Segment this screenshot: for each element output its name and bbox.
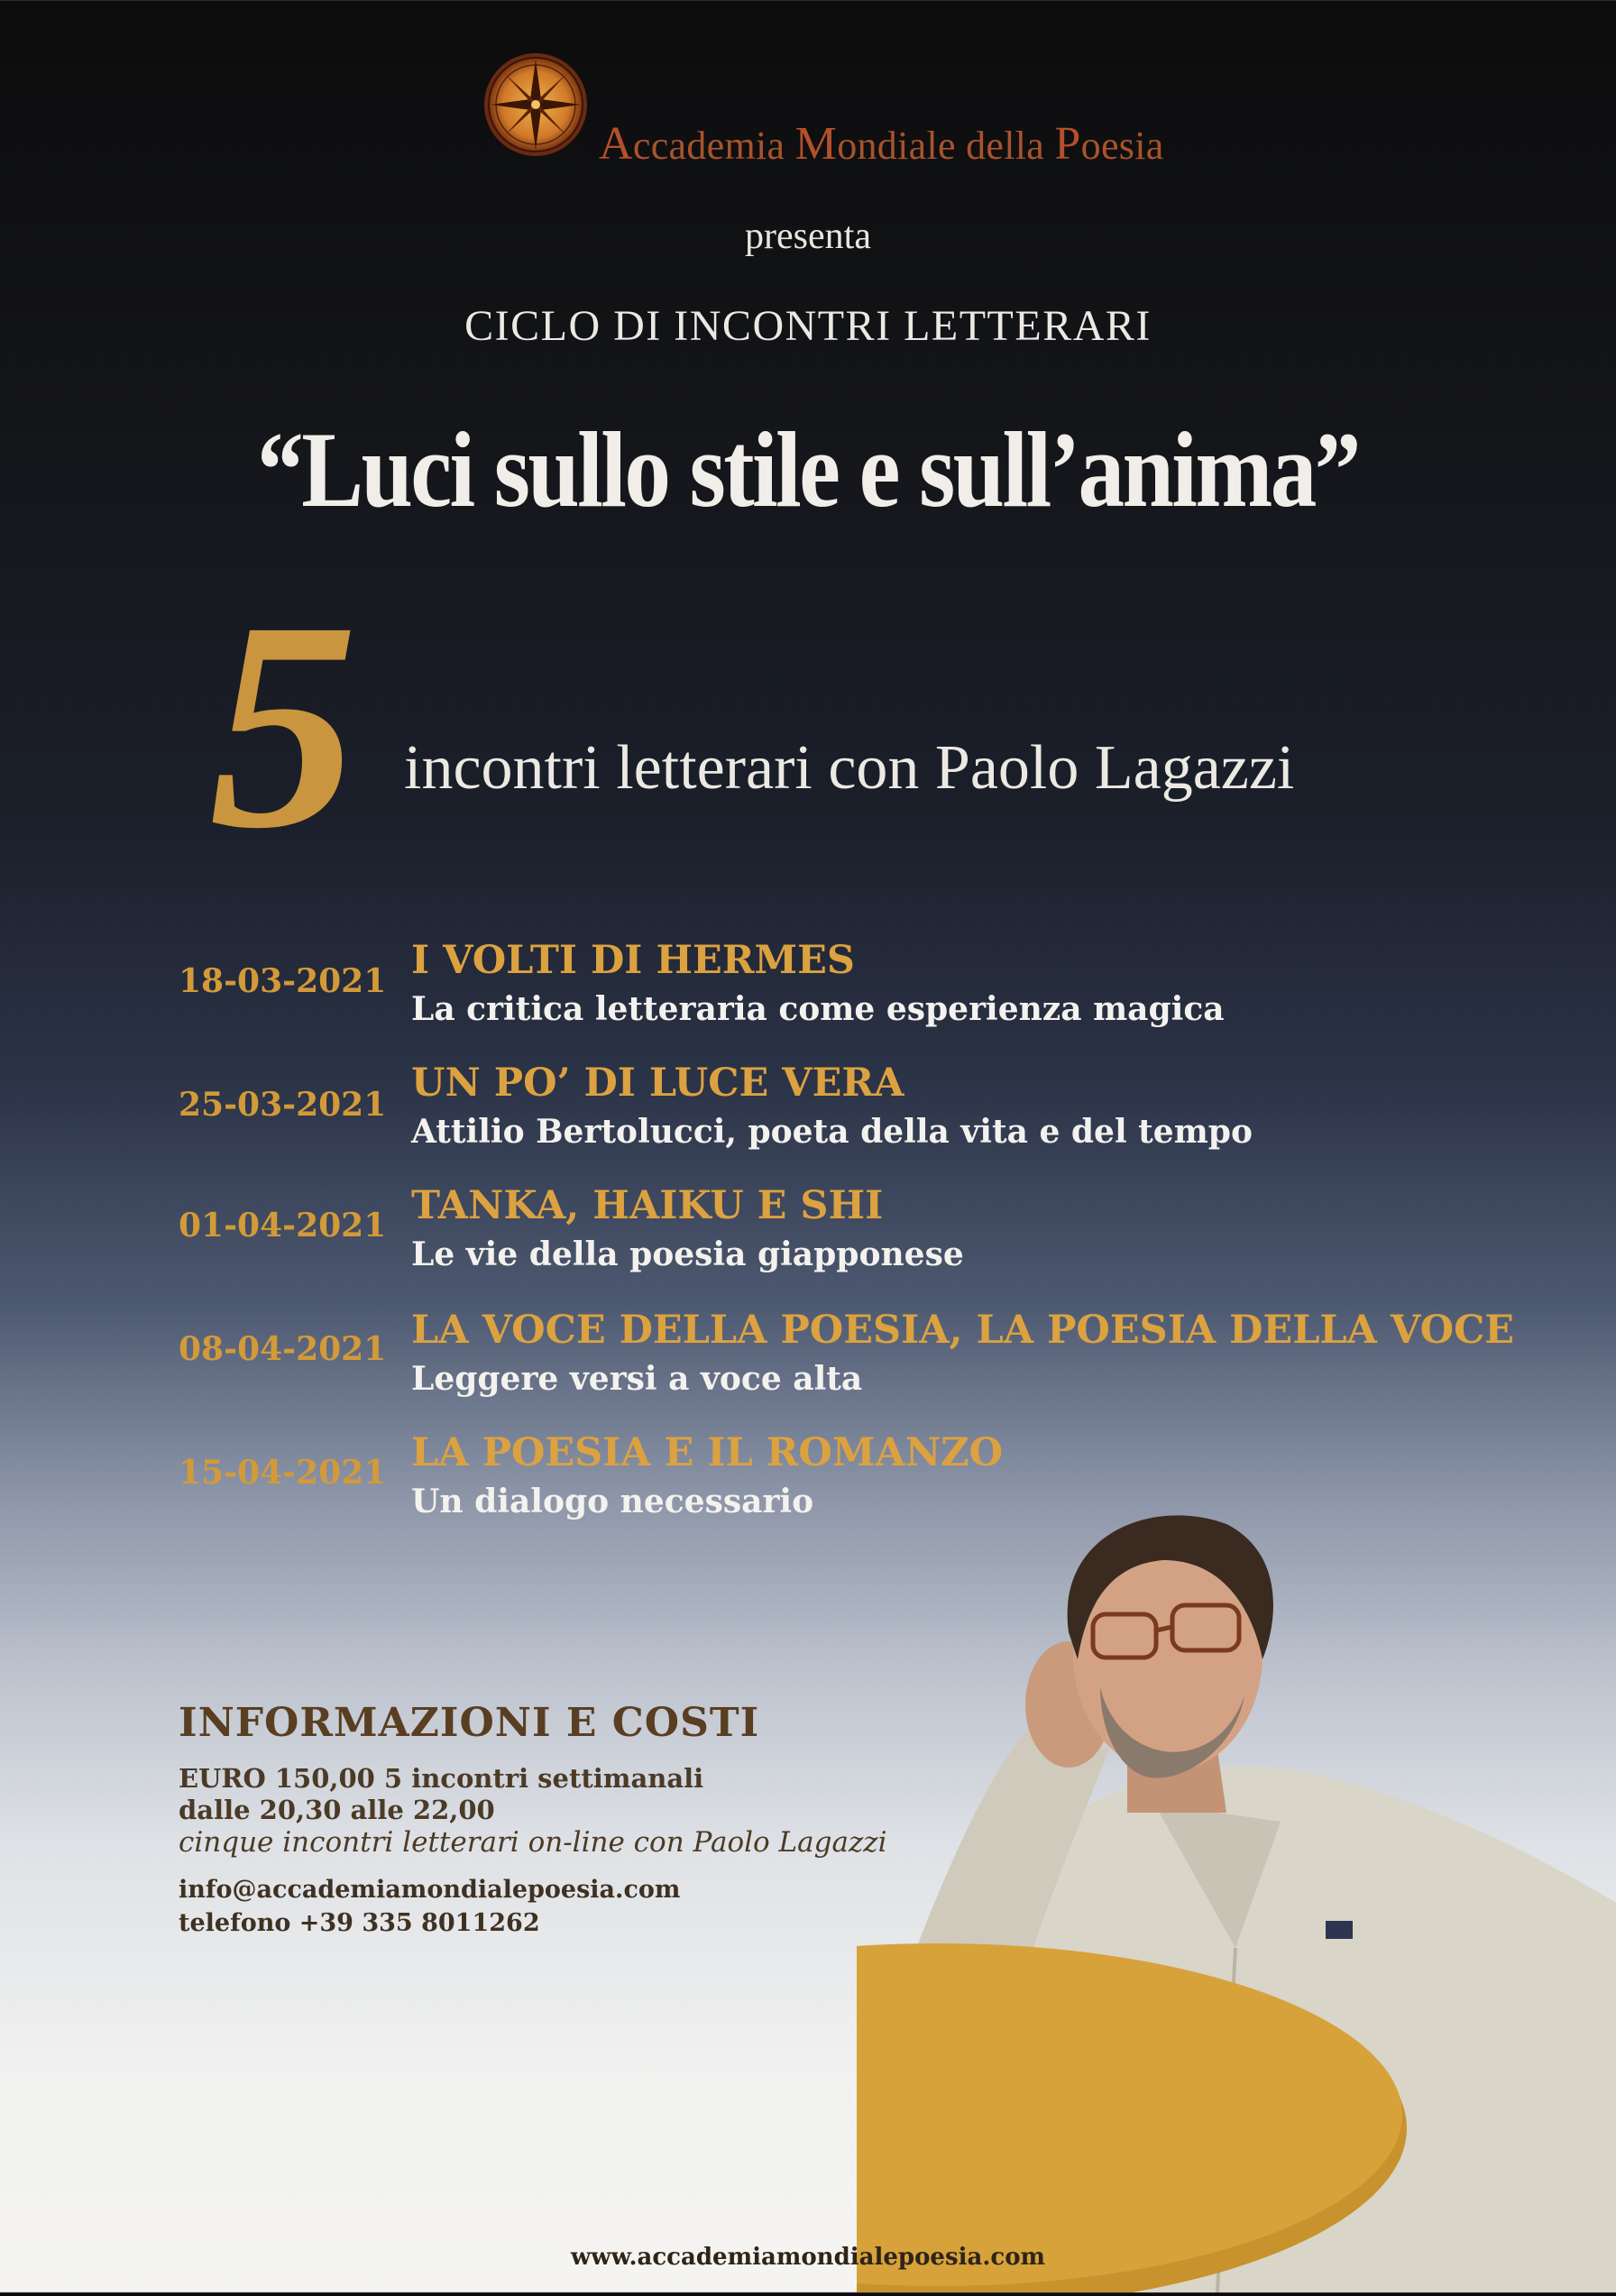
event-date: 25-03-2021 [179, 1086, 387, 1124]
academy-name-part: ondiale della [837, 124, 1055, 168]
event-description: Le vie della poesia giapponese [411, 1235, 964, 1273]
online-line: cinque incontri letterari on-line con Paolo Lagazzi [179, 1826, 887, 1859]
info-heading: INFORMAZIONI E COSTI [179, 1700, 760, 1746]
academy-name-initial: A [599, 118, 633, 170]
event-description: Leggere versi a voce alta [411, 1360, 863, 1398]
event-date: 15-04-2021 [179, 1454, 387, 1492]
event-count: 5 [209, 561, 358, 890]
event-title: LA POESIA E IL ROMANZO [411, 1430, 1004, 1475]
event-title: I VOLTI DI HERMES [411, 938, 855, 983]
academy-logo [482, 51, 590, 159]
academy-name-part: oesia [1080, 124, 1164, 168]
event-title: TANKA, HAIKU E SHI [411, 1183, 884, 1228]
compass-rose-icon [482, 51, 590, 159]
academy-name-initial: P [1054, 118, 1081, 170]
email-link[interactable]: info@accademiamondialepoesia.com [179, 1876, 681, 1904]
subtitle: incontri letterari con Paolo Lagazzi [404, 733, 1295, 803]
poet-photo [857, 1479, 1616, 2292]
event-date: 08-04-2021 [179, 1330, 387, 1368]
academy-name-part: ccademia [632, 124, 795, 168]
event-date: 01-04-2021 [179, 1207, 387, 1244]
event-date: 18-03-2021 [179, 962, 387, 1000]
academy-name-initial: M [794, 118, 838, 170]
event-description: La critica letteraria come esperienza magica [411, 990, 1225, 1028]
main-title: “Luci sullo stile e sull’anima” [257, 409, 1359, 529]
presenta-text: presenta [745, 216, 871, 257]
event-description: Un dialogo necessario [411, 1483, 814, 1520]
event-description: Attilio Bertolucci, poeta della vita e del tempo [411, 1113, 1253, 1151]
cycle-heading: CICLO DI INCONTRI LETTERARI [464, 302, 1152, 350]
price-line: EURO 150,00 5 incontri settimanali [179, 1763, 704, 1794]
website-link[interactable]: www.accademiamondialepoesia.com [570, 2244, 1046, 2271]
time-line: dalle 20,30 alle 22,00 [179, 1795, 495, 1825]
phone-number: telefono +39 335 8011262 [179, 1909, 540, 1937]
event-title: LA VOCE DELLA POESIA, LA POESIA DELLA VOCE [411, 1308, 1515, 1353]
event-title: UN PO’ DI LUCE VERA [411, 1061, 904, 1106]
academy-name [599, 117, 1164, 170]
